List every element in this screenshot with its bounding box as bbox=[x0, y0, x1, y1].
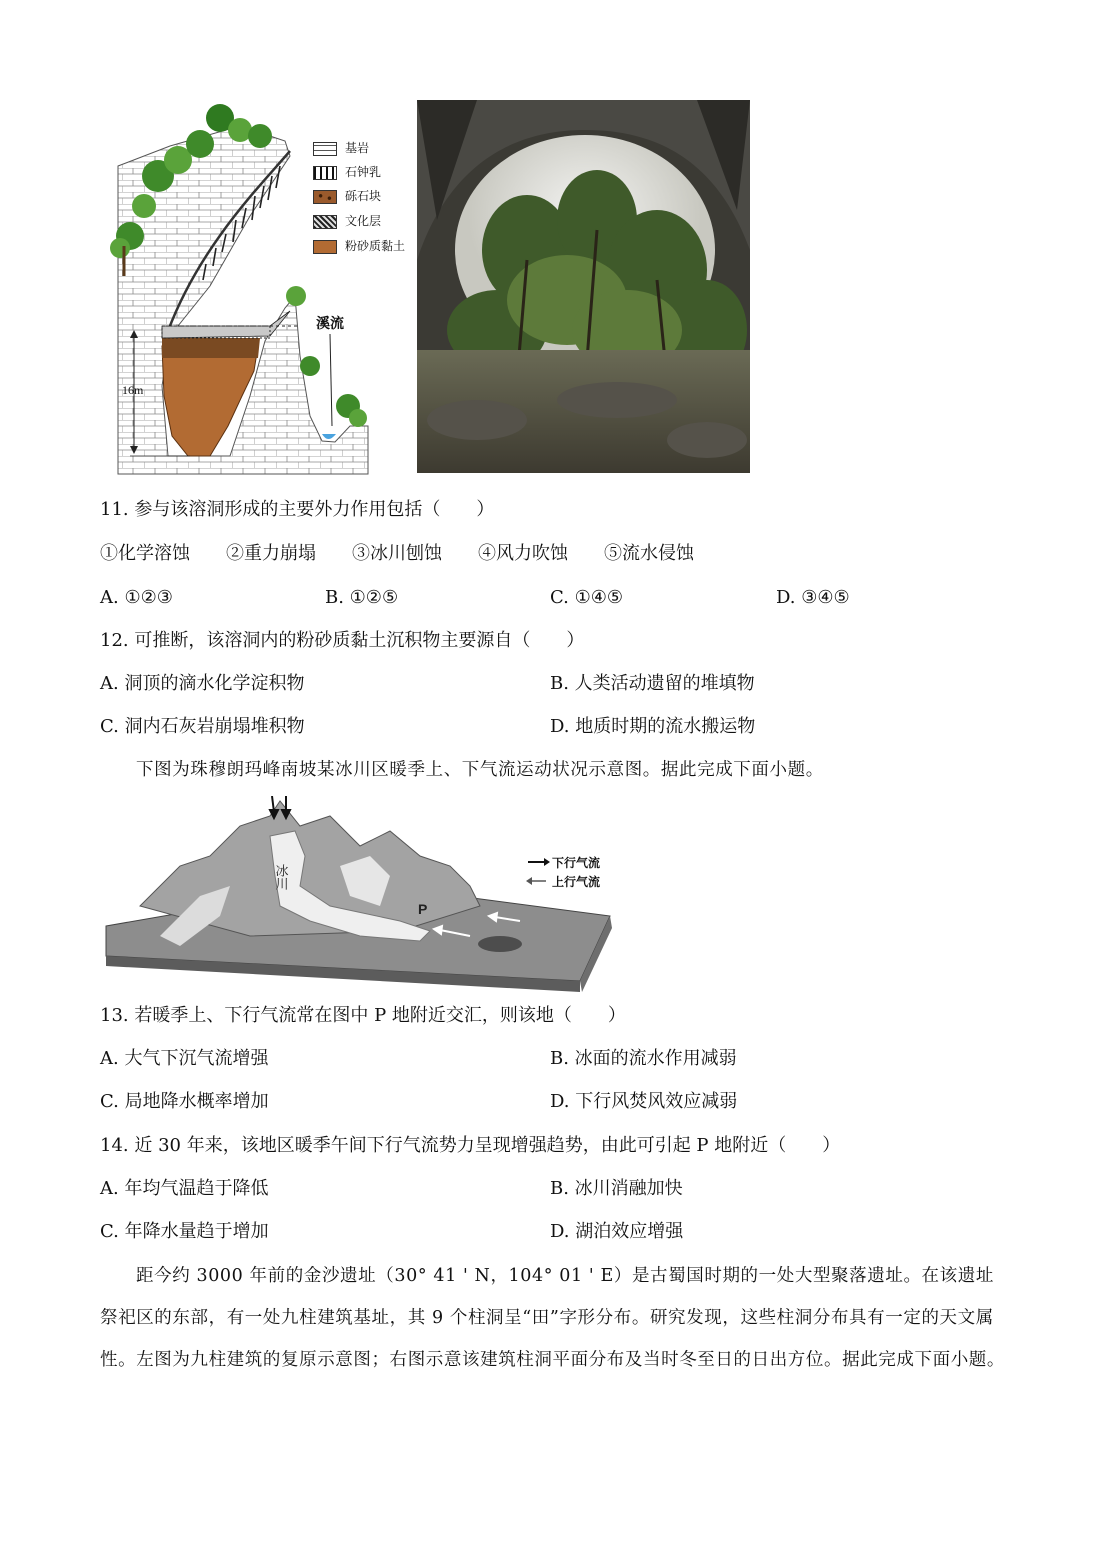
q12-option-a[interactable]: A. 洞顶的滴水化学淀积物 bbox=[100, 673, 305, 694]
silt-clay-swatch-icon bbox=[313, 240, 337, 254]
q14-option-a[interactable]: A. 年均气温趋于降低 bbox=[100, 1178, 269, 1199]
glacier-intro-text: 下图为珠穆朗玛峰南坡某冰川区暖季上、下气流运动状况示意图。据此完成下面小题。 bbox=[136, 760, 824, 780]
glacier-label: 冰川 bbox=[272, 864, 288, 890]
q14-stem: 14. 近 30 年来，该地区暖季午间下行气流势力呈现增强趋势，由此可引起 P 地附近（ ） bbox=[100, 1135, 841, 1156]
stalactite-swatch-icon bbox=[313, 166, 337, 180]
q13-option-b[interactable]: B. 冰面的流水作用减弱 bbox=[550, 1048, 737, 1069]
q11-option-c[interactable]: C. ①④⑤ bbox=[550, 587, 623, 608]
q14-option-d[interactable]: D. 湖泊效应增强 bbox=[550, 1221, 684, 1242]
gravel-layer bbox=[162, 338, 260, 358]
legend-silt-clay: 粉砂质黏土 bbox=[313, 237, 405, 255]
q13-option-d[interactable]: D. 下行风焚风效应减弱 bbox=[550, 1091, 738, 1112]
jinsha-intro-paragraph: 距今约 3000 年前的金沙遗址（30° 41 ' N，104° 01 ' E）是古蜀国时期的一处大型聚落遗址。在该遗址祭祀区的东部，有一处九柱建筑基址，其 9 个柱洞呈“田”字形分布。研究发现，这些柱洞分布具有一定的天文属性。左图为九柱建筑的复原示意图；右图示意该建筑柱洞平面分布及当时冬至日的日出方位。据此完成下面小题。 bbox=[100, 1266, 1005, 1370]
q11-option-b[interactable]: B. ①②⑤ bbox=[325, 587, 399, 608]
airflow-legend bbox=[526, 858, 550, 885]
point-p-label: P bbox=[418, 901, 428, 917]
q13-option-c[interactable]: C. 局地降水概率增加 bbox=[100, 1091, 269, 1112]
bedrock-swatch-icon bbox=[313, 142, 337, 156]
depth-label: 16m bbox=[122, 383, 144, 397]
q12-option-b[interactable]: B. 人类活动遗留的堆填物 bbox=[550, 673, 755, 694]
gravel-swatch-icon bbox=[313, 190, 337, 204]
q12-option-d[interactable]: D. 地质时期的流水搬运物 bbox=[550, 716, 756, 737]
stream-label: 溪流 bbox=[316, 316, 344, 332]
q12-option-c[interactable]: C. 洞内石灰岩崩塌堆积物 bbox=[100, 716, 305, 737]
glacier-airflow-diagram bbox=[100, 796, 620, 992]
lake bbox=[478, 936, 522, 952]
q11-option-a[interactable]: A. ①②③ bbox=[100, 587, 173, 608]
legend-gravel: 砾石块 bbox=[313, 187, 381, 205]
q13-option-a[interactable]: A. 大气下沉气流增强 bbox=[100, 1048, 269, 1069]
q14-option-c[interactable]: C. 年降水量趋于增加 bbox=[100, 1221, 269, 1242]
q11-option-d[interactable]: D. ③④⑤ bbox=[776, 587, 850, 608]
legend-cultural-layer: 文化层 bbox=[313, 212, 381, 230]
q11-stem: 11. 参与该溶洞形成的主要外力作用包括（ ） bbox=[100, 499, 495, 520]
legend-bedrock: 基岩 bbox=[313, 139, 369, 157]
q14-option-b[interactable]: B. 冰川消融加快 bbox=[550, 1178, 683, 1199]
legend-stalactite: 石钟乳 bbox=[313, 163, 381, 181]
q13-stem: 13. 若暖季上、下行气流常在图中 P 地附近交汇，则该地（ ） bbox=[100, 1005, 626, 1026]
legend-upward-airflow: 上行气流 bbox=[552, 875, 601, 889]
stream-water bbox=[322, 434, 336, 439]
cultural-layer-swatch-icon bbox=[313, 215, 337, 229]
legend-downward-airflow: 下行气流 bbox=[552, 856, 601, 870]
q12-stem: 12. 可推断，该溶洞内的粉砂质黏土沉积物主要源自（ ） bbox=[100, 630, 585, 651]
cave-photo bbox=[417, 100, 750, 473]
q11-items: ①化学溶蚀 ②重力崩塌 ③冰川刨蚀 ④风力吹蚀 ⑤流水侵蚀 bbox=[100, 543, 694, 564]
